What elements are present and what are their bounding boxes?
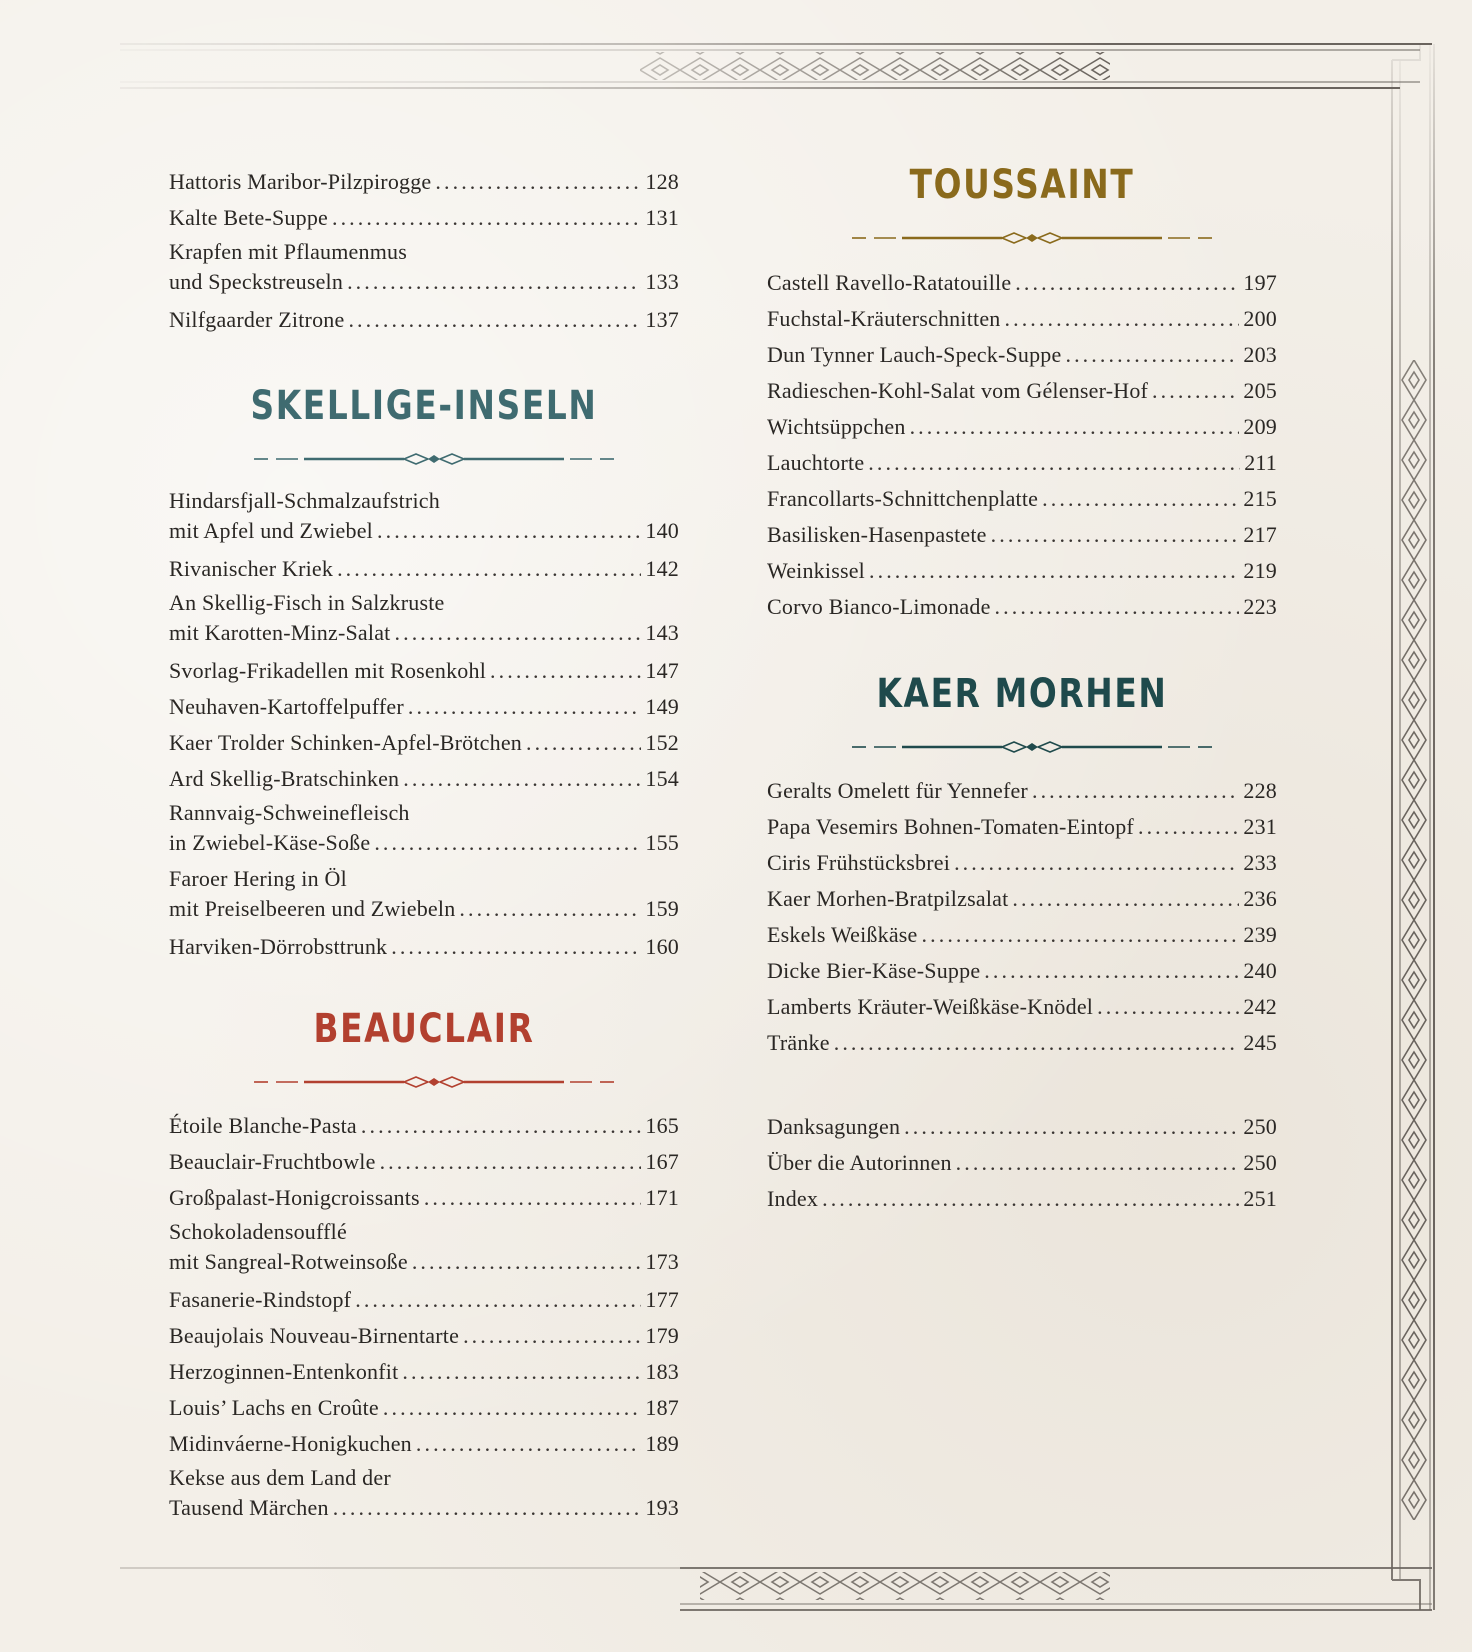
toc-entry[interactable] [169,554,679,584]
page-number: 209 [1243,414,1277,439]
toc-entry[interactable] [767,340,1277,370]
dot-leader [954,848,1239,878]
page-number: 250 [1243,1114,1277,1139]
ornament-divider [254,451,614,467]
dot-leader [355,1285,641,1315]
entry-title: Fasanerie-Rindstopf [169,1287,352,1312]
dot-leader [380,1147,642,1177]
toc-entry[interactable] [169,588,679,648]
dot-leader [395,618,642,648]
entry-title-first-line: Rannvaig-Schweinefleisch [169,800,410,825]
entry-title: Tausend Märchen [169,1495,329,1520]
entry-title: Hattoris Maribor-Pilzpirogge [169,169,432,194]
entry-title-first-line: Schokoladensoufflé [169,1219,347,1244]
entry-title: Tränke [767,1030,830,1055]
dot-leader [922,920,1240,950]
entry-title: Wichtsüppchen [767,414,906,439]
page-number: 147 [645,658,679,683]
toc-entry[interactable] [767,268,1277,298]
page-number: 128 [645,169,679,194]
entry-title-first-line: Krapfen mit Pflaumenmus [169,239,407,264]
dot-leader [374,828,641,858]
page-number: 171 [645,1185,679,1210]
dot-leader [1042,484,1239,514]
dot-leader [408,692,642,722]
dot-leader [910,412,1240,442]
toc-entry[interactable] [767,776,1277,806]
toc-entry[interactable] [169,1285,679,1315]
right-border [1392,44,1434,1610]
dot-leader [995,592,1240,622]
page-number: 155 [645,830,679,855]
entry-title: Ciris Frühstücksbrei [767,850,951,875]
page-number: 240 [1243,958,1277,983]
entry-title: Louis’ Lachs en Croûte [169,1395,379,1420]
page-number: 183 [645,1359,679,1384]
toc-entry[interactable] [767,956,1277,986]
dot-leader [1032,776,1239,806]
entry-title: Kaer Morhen-Bratpilzsalat [767,886,1009,911]
page-number: 217 [1243,522,1277,547]
section-heading-skellige: SKELLIGE-INSELN [250,383,598,429]
toc-entry[interactable] [169,764,679,794]
dot-leader [463,1321,641,1351]
toc-entry-back-matter[interactable] [767,1184,1277,1214]
page-number: 159 [645,896,679,921]
entry-title: Eskels Weißkäse [767,922,918,947]
page-number: 133 [645,269,679,294]
entry-title: Kalte Bete-Suppe [169,205,328,230]
toc-entry[interactable] [169,1183,679,1213]
page-number: 160 [645,934,679,959]
dot-leader [333,1493,642,1523]
toc-entry[interactable] [767,556,1277,586]
entry-title: Großpalast-Honigcroissants [169,1185,420,1210]
page-number: 197 [1243,270,1277,295]
page-number: 140 [645,518,679,543]
entry-title: Svorlag-Frikadellen mit Rosenkohl [169,658,487,683]
dot-leader [403,764,641,794]
toc-entry[interactable] [767,848,1277,878]
toc-entry[interactable] [169,932,679,962]
toc-entry[interactable] [169,864,679,924]
toc-entry[interactable] [169,1429,679,1459]
entry-title: Geralts Omelett für Yennefer [767,778,1028,803]
page-number: 143 [645,620,679,645]
page-number: 142 [645,556,679,581]
dot-leader [416,1429,642,1459]
entry-title: Dun Tynner Lauch-Speck-Suppe [767,342,1062,367]
dot-leader [337,554,641,584]
toc-entry[interactable] [169,1147,679,1177]
dot-leader [490,656,641,686]
page-number: 233 [1243,850,1277,875]
dot-leader [956,1148,1240,1178]
entry-title: Midinváerne-Honigkuchen [169,1431,412,1456]
page-number: 205 [1243,378,1277,403]
page-number: 245 [1243,1030,1277,1055]
entry-title: mit Preiselbeeren und Zwiebeln [169,896,456,921]
entry-title: Herzoginnen-Entenkonfit [169,1359,399,1384]
dot-leader [377,516,641,546]
dot-leader [348,305,641,335]
dot-leader [361,1111,642,1141]
entry-title: Dicke Bier-Käse-Suppe [767,958,981,983]
entry-title: Rivanischer Kriek [169,556,334,581]
page-number: 173 [645,1249,679,1274]
page-number: 228 [1243,778,1277,803]
entry-title: mit Sangreal-Rotweinsoße [169,1249,408,1274]
entry-title: Harviken-Dörrobsttrunk [169,934,388,959]
toc-entry[interactable] [169,656,679,686]
page-number: 203 [1243,342,1277,367]
toc-entry[interactable] [767,992,1277,1022]
dot-leader [834,1028,1240,1058]
entry-title-first-line: Kekse aus dem Land der [169,1465,391,1490]
page-number: 231 [1243,814,1277,839]
dot-leader [526,728,641,758]
entry-title: Francollarts-Schnittchenplatte [767,486,1039,511]
page-number: 223 [1243,594,1277,619]
entry-title: Kaer Trolder Schinken-Apfel-Brötchen [169,730,523,755]
ornament-divider [254,1074,614,1090]
page-number: 193 [645,1495,679,1520]
dot-leader [412,1247,642,1277]
dot-leader [391,932,641,962]
toc-entry-back-matter[interactable] [767,1148,1277,1178]
toc-entry[interactable] [767,376,1277,406]
dot-leader [1065,340,1239,370]
page-number: 236 [1243,886,1277,911]
entry-title: Lamberts Kräuter-Weißkäse-Knödel [767,994,1094,1019]
toc-entry[interactable] [767,884,1277,914]
toc-entry[interactable] [767,520,1277,550]
page-number: 154 [645,766,679,791]
entry-title: Nilfgaarder Zitrone [169,307,345,332]
dot-leader [459,894,641,924]
entry-title: Basilisken-Hasenpastete [767,522,987,547]
page-number: 187 [645,1395,679,1420]
toc-entry[interactable] [767,812,1277,842]
page-number: 219 [1243,558,1277,583]
page-number: 165 [645,1113,679,1138]
page-number: 215 [1243,486,1277,511]
entry-title: und Speckstreuseln [169,269,344,294]
section-heading-beauclair: BEAUCLAIR [313,1006,535,1052]
entry-title: Neuhaven-Kartoffelpuffer [169,694,404,719]
page-number: 131 [645,205,679,230]
dot-leader [435,167,641,197]
entry-title-first-line: An Skellig-Fisch in Salzkruste [169,590,445,615]
ornament-divider [852,230,1212,246]
entry-title: Index [767,1186,819,1211]
toc-entry[interactable] [169,798,679,858]
toc-entry[interactable] [169,1321,679,1351]
dot-leader [383,1393,642,1423]
dot-leader [869,556,1239,586]
page-number: 211 [1244,450,1277,475]
entry-title: mit Apfel und Zwiebel [169,518,373,543]
toc-entry[interactable] [169,1463,679,1523]
entry-title: Corvo Bianco-Limonade [767,594,991,619]
toc-entry[interactable] [767,592,1277,622]
toc-entry[interactable] [169,728,679,758]
page-number: 152 [645,730,679,755]
toc-entry[interactable] [169,692,679,722]
page-number: 242 [1243,994,1277,1019]
toc-entry[interactable] [169,203,679,233]
page-number: 251 [1243,1186,1277,1211]
toc-entry[interactable] [169,486,679,546]
page-number: 149 [645,694,679,719]
entry-title-first-line: Faroer Hering in Öl [169,866,347,891]
page-number: 167 [645,1149,679,1174]
page-number: 200 [1243,306,1277,331]
page-number: 179 [645,1323,679,1348]
page-number: 177 [645,1287,679,1312]
dot-leader [402,1357,641,1387]
entry-title: mit Karotten-Minz-Salat [169,620,391,645]
toc-entry[interactable] [169,1111,679,1141]
entry-title: Étoile Blanche-Pasta [169,1113,357,1138]
dot-leader [1012,884,1239,914]
dot-leader [1005,304,1240,334]
toc-entry[interactable] [169,1357,679,1387]
entry-title: Papa Vesemirs Bohnen-Tomaten-Eintopf [767,814,1134,839]
entry-title: Castell Ravello-Ratatouille [767,270,1012,295]
toc-entry[interactable] [169,237,679,297]
entry-title: Danksagungen [767,1114,901,1139]
dot-leader [424,1183,642,1213]
entry-title: Ard Skellig-Bratschinken [169,766,400,791]
dot-leader [984,956,1239,986]
dot-leader [1015,268,1239,298]
entry-title: Weinkissel [767,558,865,583]
entry-title: in Zwiebel-Käse-Soße [169,830,371,855]
page-number: 250 [1243,1150,1277,1175]
top-border [120,44,1432,88]
entry-title: Fuchstal-Kräuterschnitten [767,306,1001,331]
dot-leader [1138,812,1239,842]
toc-entry[interactable] [767,448,1277,478]
toc-entry[interactable] [169,1393,679,1423]
toc-entry[interactable] [767,920,1277,950]
section-heading-toussaint: TOUSSAINT [909,162,1135,208]
page-number: 239 [1243,922,1277,947]
page-number: 137 [645,307,679,332]
dot-leader [1152,376,1239,406]
toc-entry[interactable] [767,484,1277,514]
dot-leader [991,520,1240,550]
toc-entry[interactable] [767,1028,1277,1058]
dot-leader [1097,992,1239,1022]
toc-entry[interactable] [169,1217,679,1277]
toc-entry[interactable] [169,305,679,335]
toc-entry[interactable] [767,304,1277,334]
entry-title: Beaujolais Nouveau-Birnentarte [169,1323,460,1348]
dot-leader [347,267,641,297]
bottom-border [120,1568,1432,1610]
entry-title: Beauclair-Fruchtbowle [169,1149,376,1174]
dot-leader [822,1184,1239,1214]
ornament-divider [852,739,1212,755]
dot-leader [332,203,641,233]
dot-leader [868,448,1240,478]
page-number: 189 [645,1431,679,1456]
toc-entry-back-matter[interactable] [767,1112,1277,1142]
dot-leader [904,1112,1239,1142]
entry-title: Radieschen-Kohl-Salat vom Gélenser-Hof [767,378,1149,403]
toc-entry[interactable] [767,412,1277,442]
entry-title: Über die Autorinnen [767,1150,952,1175]
entry-title-first-line: Hindarsfjall-Schmalzaufstrich [169,488,440,513]
toc-entry[interactable] [169,167,679,197]
section-heading-kaer-morhen: KAER MORHEN [876,671,1168,717]
entry-title: Lauchtorte [767,450,865,475]
